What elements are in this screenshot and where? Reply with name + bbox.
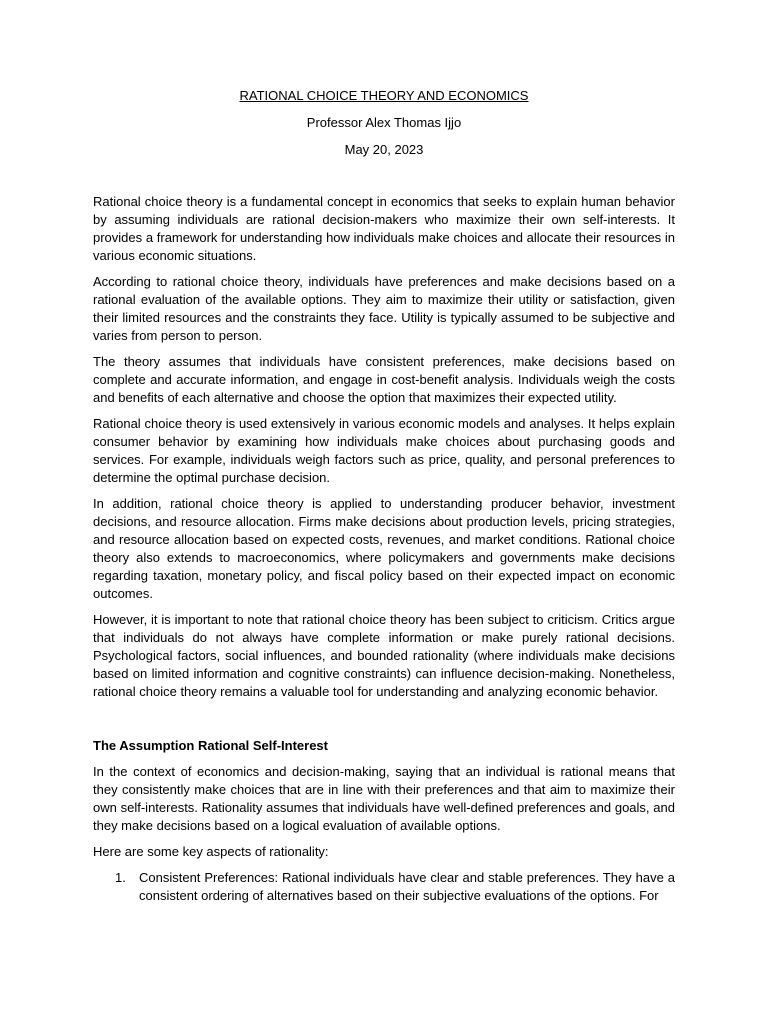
document-date: May 20, 2023 [344,142,424,157]
document-title: RATIONAL CHOICE THEORY AND ECONOMICS [239,88,529,103]
paragraph: In addition, rational choice theory is applied to understanding producer behavior, investment decisions, and resource allocation. Firms make decisions about production levels, pricing strategies, and resource allocation based on expected costs, revenues, and market conditions. Rational choice theory also extends to macroeconomics, where policymakers and governments make decisions regarding taxation, monetary policy, and fiscal policy based on their expected impact on economic outcomes. [93,496,675,601]
list-item-number: 1. [115,870,126,885]
paragraph: Here are some key aspects of rationality: [93,844,329,859]
paragraph: According to rational choice theory, individuals have preferences and make decisions based on a rational evaluation of the available options. They aim to maximize their utility or satisfaction, given their limited resources and the constraints they face. Utility is typically assumed to be subjective and varies from person to person. [93,274,675,343]
paragraph: Rational choice theory is a fundamental concept in economics that seeks to explain human behavior by assuming individuals are rational decision-makers who maximize their own self-interests. It provides a framework for understanding how individuals make choices and allocate their resources in various economic situations. [93,194,675,263]
list-item-text: Consistent Preferences: Rational individuals have clear and stable preferences. They have a consistent ordering of alternatives based on their subjective evaluations of the options. For [139,870,675,903]
key-aspects-list [93,869,675,905]
paragraph: However, it is important to note that rational choice theory has been subject to criticism. Critics argue that individuals do not always have complete information or make purely rational decisions. Psychological factors, social influences, and bounded rationality (where individuals make decisions based on limited information and cognitive constraints) can influence decision-making. Nonetheless, rational choice theory remains a valuable tool for understanding and analyzing economic behavior. [93,612,675,699]
document-body [93,193,675,905]
section-heading: The Assumption Rational Self-Interest [93,738,328,753]
paragraph: The theory assumes that individuals have consistent preferences, make decisions based on complete and accurate information, and engage in cost-benefit analysis. Individuals weigh the costs and benefits of each alternative and choose the option that maximizes their expected utility. [93,354,675,405]
paragraph: Rational choice theory is used extensively in various economic models and analyses. It helps explain consumer behavior by examining how individuals make choices about purchasing goods and services. For example, individuals weigh factors such as price, quality, and personal preferences to determine the optimal purchase decision. [93,416,675,485]
document-author: Professor Alex Thomas Ijjo [306,115,462,130]
paragraph: In the context of economics and decision-making, saying that an individual is rational means that they consistently make choices that are in line with their preferences and that aim to maximize their own self-interests. Rationality assumes that individuals have well-defined preferences and goals, and they make decisions based on a logical evaluation of available options. [93,764,675,833]
list-item [93,869,675,905]
